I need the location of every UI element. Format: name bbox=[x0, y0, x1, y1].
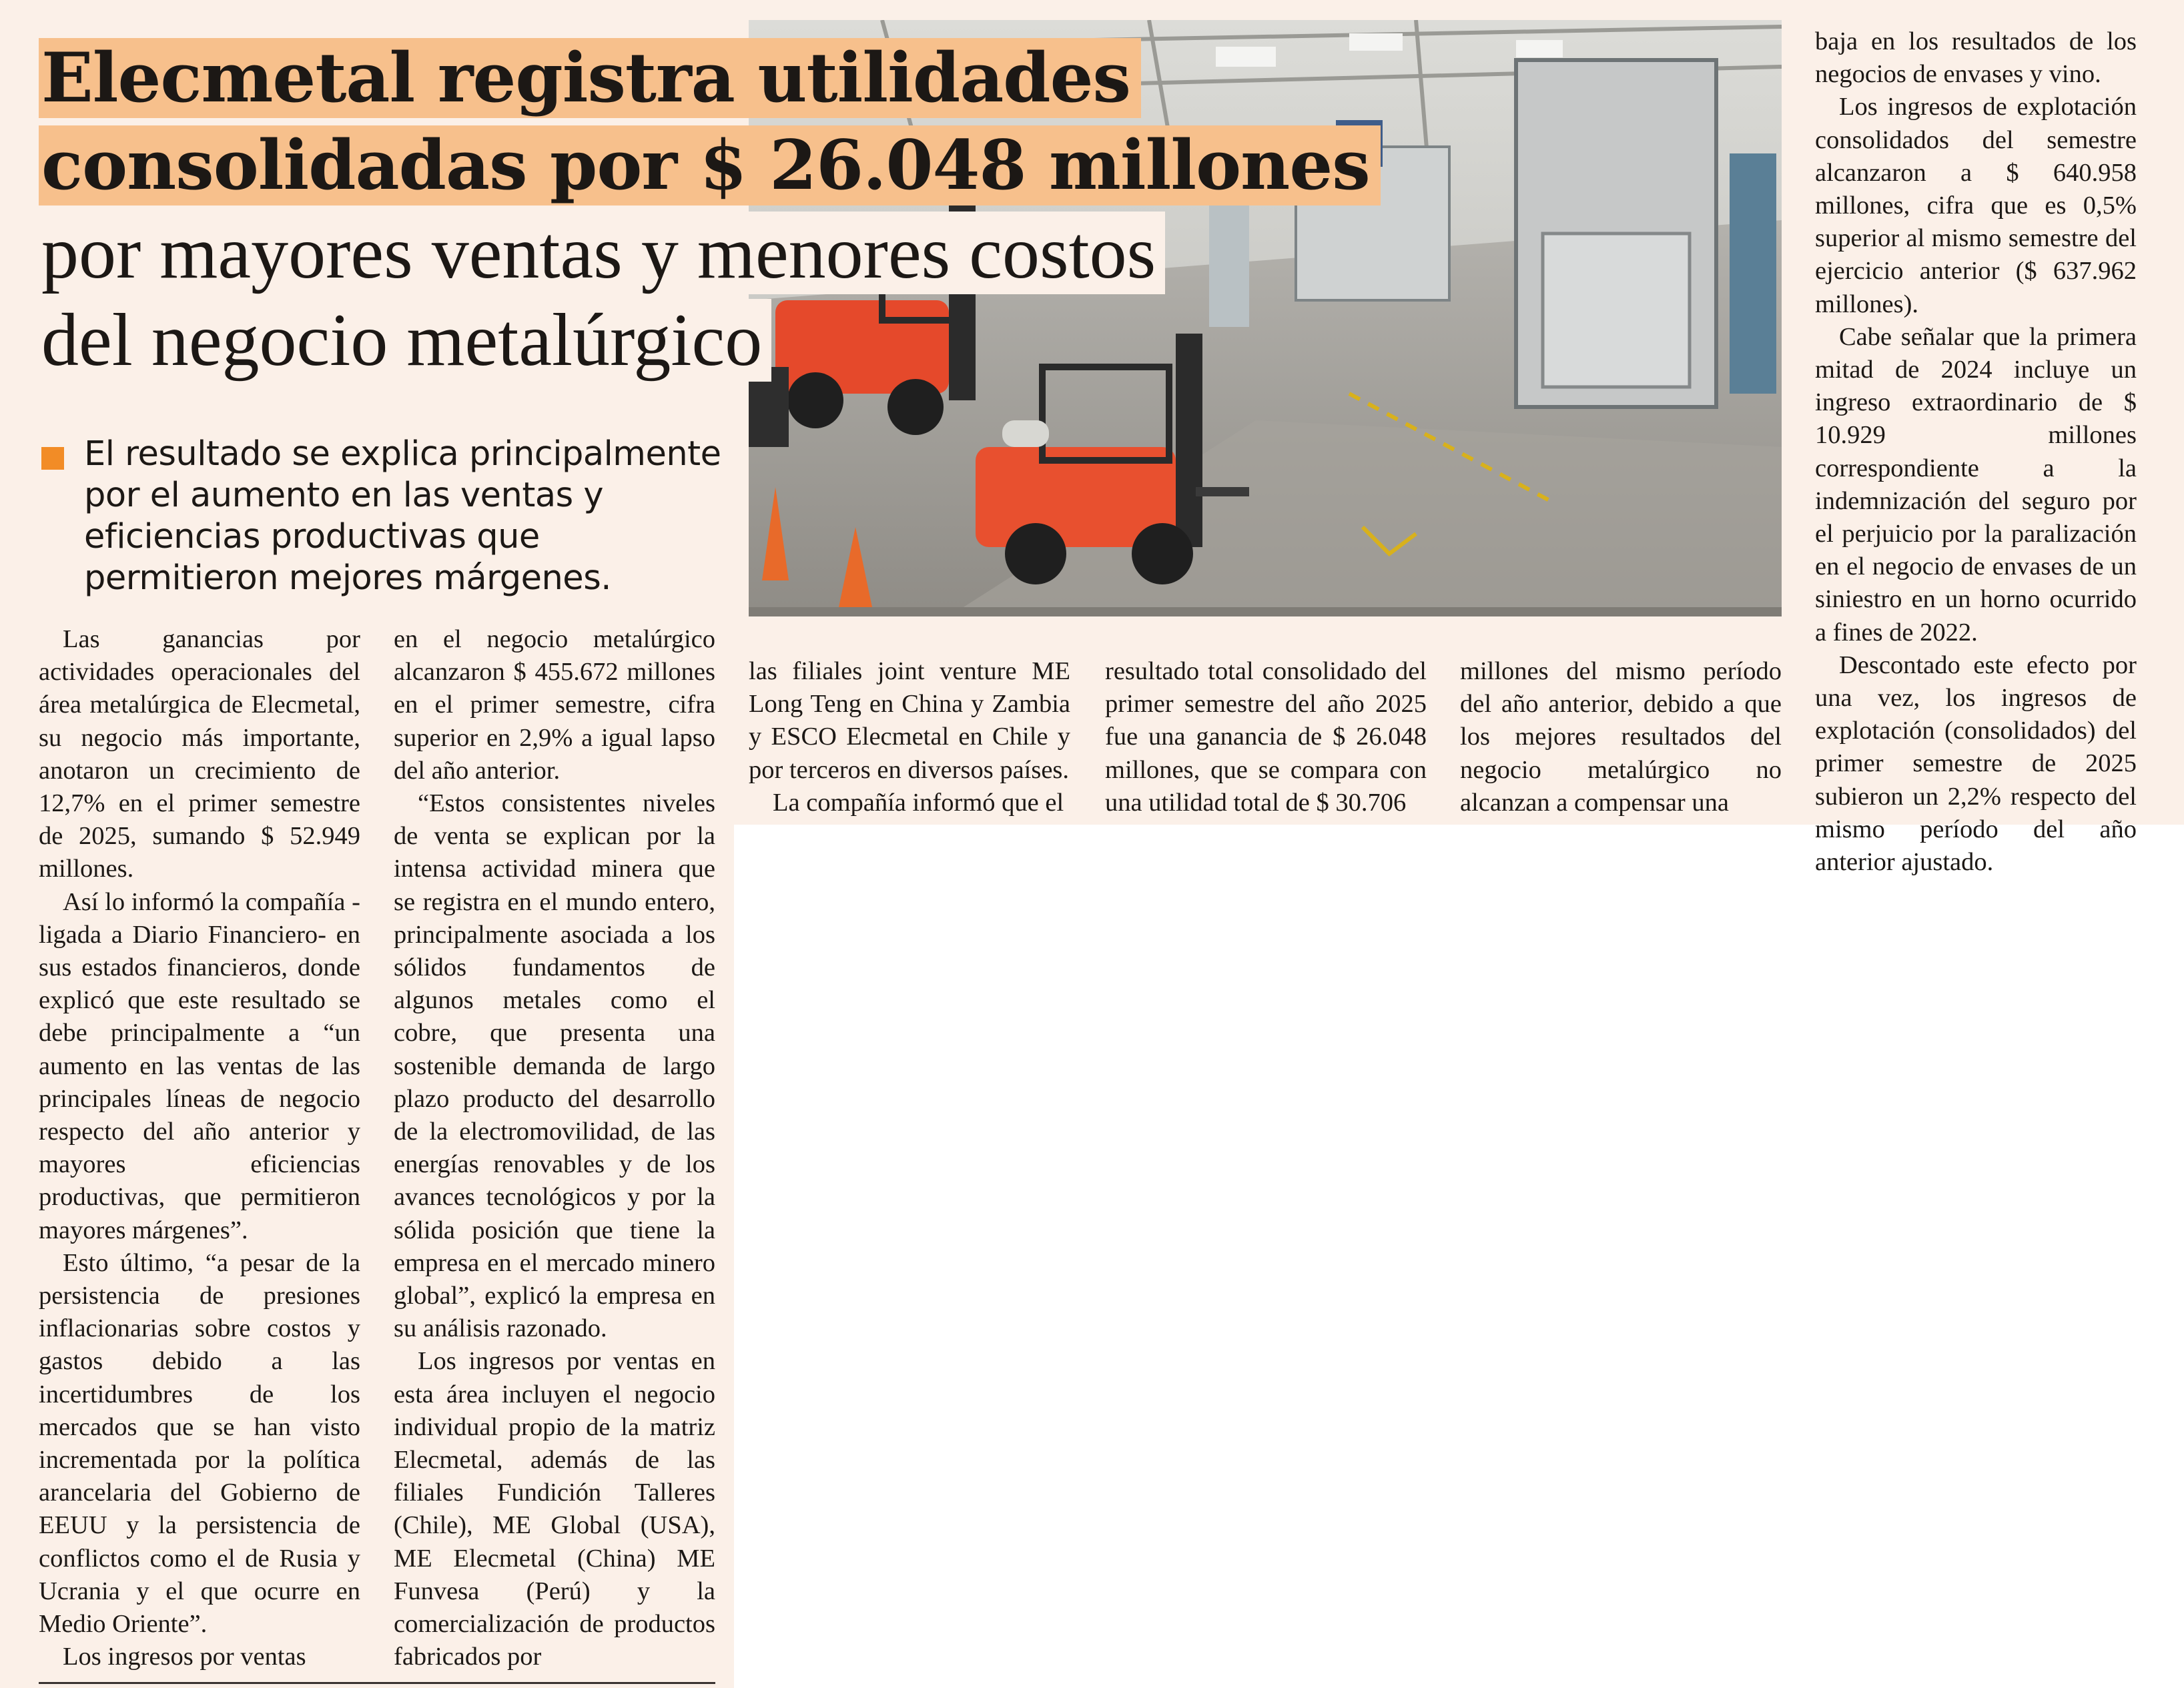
paragraph: Los ingresos por ventas en esta área incluyen el negocio individual propio de la matriz Elecmetal, además de las filiales Fundición Talleres (Chile), ME Global (USA), ME Elecmetal (China) ME Funvesa (Perú) y la comercialización de productos fabricados por bbox=[394, 1347, 715, 1671]
paragraph: las filiales joint venture ME Long Teng en China y Zambia y ESCO Elecmetal en Chile y por terceros en diversos países. bbox=[749, 657, 1070, 784]
paragraph: La compañía informó que el bbox=[773, 788, 1064, 817]
body-column-1 bbox=[39, 623, 360, 1674]
body-column-6 bbox=[1815, 25, 2137, 879]
paragraph: Esto último, “a pesar de la persistencia de presiones inflacionarias sobre costos y gastos debido a las incertidumbres de los mercados que se han visto incrementada por la política arancelaria del Gobierno de EEUU y la persistencia de conflictos como el de Rusia y Ucrania y el que ocurre en Medio Oriente”. bbox=[39, 1248, 360, 1639]
headline-line-4: del negocio metalúrgico bbox=[39, 299, 771, 382]
paragraph: Las ganancias por actividades operacionales del área metalúrgica de Elecmetal, su negocio más importante, anotaron un crecimiento de 12,7% en el primer semestre de 2025, sumando $ 52.949 millones. bbox=[39, 625, 360, 883]
subhead bbox=[41, 434, 722, 599]
bottom-divider bbox=[39, 1682, 715, 1684]
paragraph: Así lo informó la compañía -ligada a Diario Financiero- en sus estados financieros, donde explicó que este resultado se debe principalmente a “un aumento en las ventas de las principales líneas de negocio respecto del año anterior y mayores eficiencias productivas, que permitieron mayores márgenes”. bbox=[39, 887, 360, 1244]
paragraph: Los ingresos por ventas bbox=[63, 1643, 306, 1671]
body-column-5 bbox=[1460, 655, 1782, 819]
headline bbox=[39, 35, 1370, 384]
paragraph: millones del mismo período del año anterior, debido a que los mejores resultados del negocio metalúrgico no alcanzan a compensar una bbox=[1460, 657, 1782, 817]
subhead-text: El resultado se explica principalmente por el aumento en las ventas y eficiencias productivas que permitieron mejores márgenes. bbox=[84, 434, 721, 598]
paragraph: Descontado este efecto por una vez, los ingresos de explotación (consolidados) del primer semestre de 2025 subieron un 2,2% respecto del mismo período del año anterior ajustado. bbox=[1815, 651, 2137, 877]
body-column-3 bbox=[749, 655, 1070, 819]
square-bullet-icon bbox=[41, 447, 64, 470]
headline-line-2: consolidadas por $ 26.048 millones bbox=[39, 125, 1381, 205]
paragraph: Cabe señalar que la primera mitad de 2024 incluye un ingreso extraordinario de $ 10.929 millones correspondiente a la indemnización del seguro por el perjuicio por la paralización en el negocio de envases de un siniestro en un horno ocurrido a fines de 2022. bbox=[1815, 322, 2137, 647]
paragraph: “Estos consistentes niveles de venta se explican por la intensa actividad minera que se registra en el mundo entero, principalmente asociada a los sólidos fundamentos de algunos metales como el cobre, que presenta una sostenible demanda de largo plazo producto del desarrollo de la electromovilidad, de las energías renovables y de los avances tecnológicos y por la sólida posición que tiene la empresa en el mercado minero global”, explicó la empresa en su análisis razonado. bbox=[394, 789, 715, 1343]
paragraph: Los ingresos de explotación consolidados del semestre alcanzaron a $ 640.958 millones, cifra que es 0,5% superior al mismo semestre del ejercicio anterior ($ 637.962 millones). bbox=[1815, 93, 2137, 318]
body-column-2 bbox=[394, 623, 715, 1674]
body-column-4 bbox=[1105, 655, 1427, 819]
paragraph: baja en los resultados de los negocios de envases y vino. bbox=[1815, 27, 2137, 89]
headline-line-1: Elecmetal registra utilidades bbox=[39, 38, 1141, 118]
paragraph: resultado total consolidado del primer semestre del año 2025 fue una ganancia de $ 26.048 millones, que se compara con una utilidad total de $ 30.706 bbox=[1105, 657, 1427, 817]
headline-line-3: por mayores ventas y menores costos bbox=[39, 212, 1165, 294]
paragraph: en el negocio metalúrgico alcanzaron $ 455.672 millones en el primer semestre, cifra superior en 2,9% a igual lapso del año anterior. bbox=[394, 625, 715, 785]
